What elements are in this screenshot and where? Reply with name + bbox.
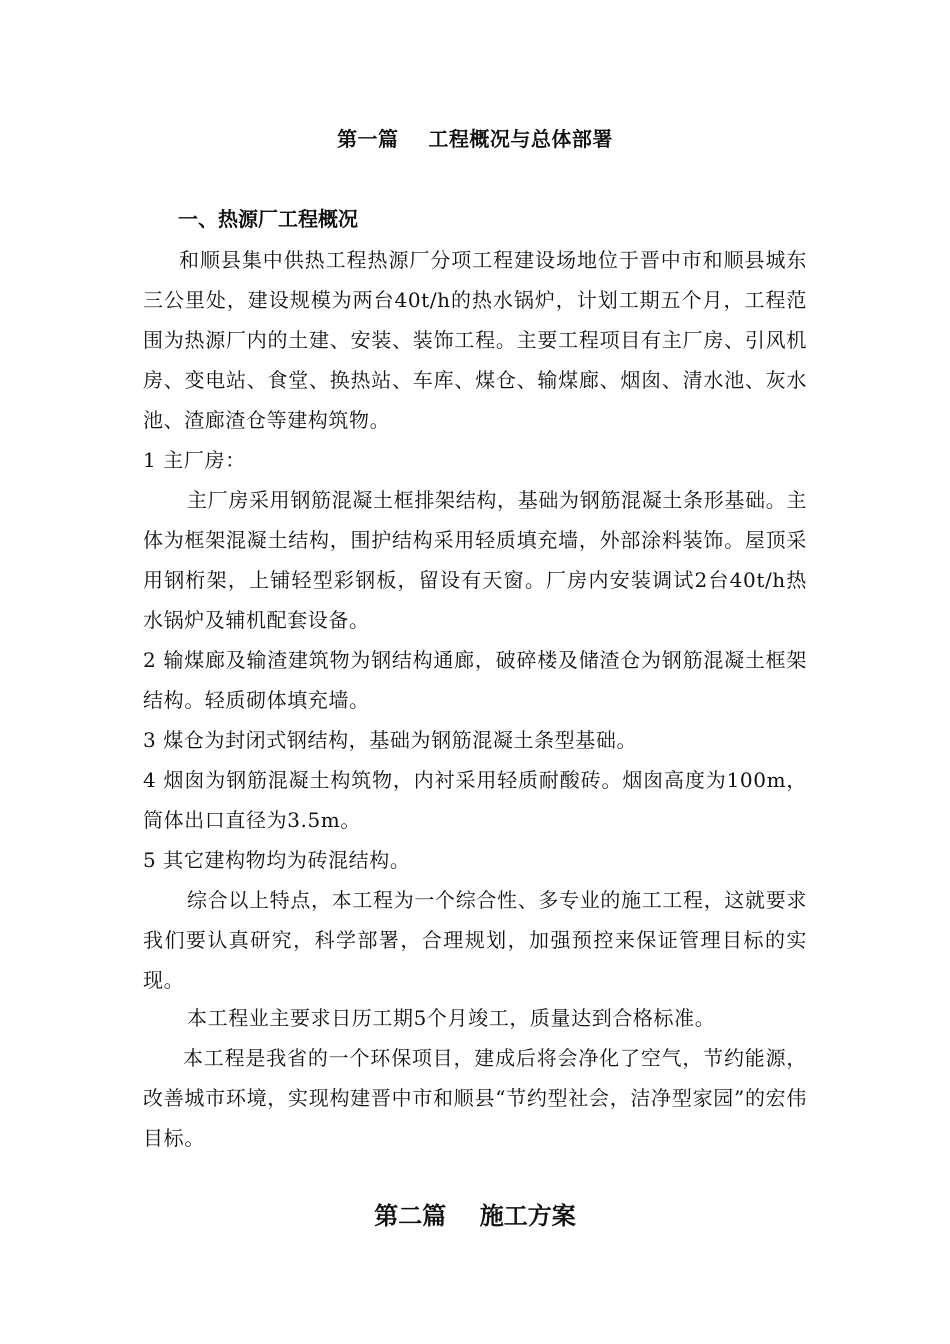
item-4-paragraph: 4 烟囱为钢筋混凝土构筑物，内衬采用轻质耐酸砖。烟囱高度为100m，筒体出口直径为3.5m。 (143, 768, 807, 832)
summary-paragraph: 综合以上特点，本工程为一个综合性、多专业的施工工程，这就要求我们要认真研究，科学部署，合理规划，加强预控来保证管理目标的实现。 (143, 888, 807, 992)
intro-paragraph: 和顺县集中供热工程热源厂分项工程建设场地位于晋中市和顺县城东三公里处，建设规模为两台40t/h的热水锅炉，计划工期五个月，工程范围为热源厂内的土建、安装、装饰工程。主要工程项目有主厂房、引风机房、变电站、食堂、换热站、车库、煤仓、输煤廊、烟囱、清水池、灰水池、渣廊渣仓等建构筑物。 (143, 248, 807, 432)
item-3-paragraph: 3 煤仓为封闭式钢结构，基础为钢筋混凝土条型基础。 (143, 728, 638, 752)
section-heading-heat-source: 一、热源厂工程概况 (178, 207, 358, 231)
part-two-title: 第二篇 施工方案 (374, 1201, 576, 1230)
item-1-heading: 1 主厂房： (143, 448, 246, 472)
part-one-title: 第一篇 工程概况与总体部署 (337, 127, 613, 151)
item-5-paragraph: 5 其它建构物均为砖混结构。 (143, 848, 411, 872)
environment-paragraph: 本工程是我省的一个环保项目，建成后将会净化了空气，节约能源，改善城市环境，实现构建晋中市和顺县“节约型社会，洁净型家园”的宏伟目标。 (143, 1046, 807, 1150)
item-2-paragraph: 2 输煤廊及输渣建筑物为钢结构通廊，破碎楼及储渣仓为钢筋混凝土框架结构。轻质砌体填充墙。 (143, 648, 807, 712)
requirement-paragraph: 本工程业主要求日历工期5个月竣工，质量达到合格标准。 (187, 1006, 716, 1030)
item-1-paragraph: 主厂房采用钢筋混凝土框排架结构，基础为钢筋混凝土条形基础。主体为框架混凝土结构，围护结构采用轻质填充墙，外部涂料装饰。屋顶采用钢桁架，上铺轻型彩钢板，留设有天窗。厂房内安装调试2台40t/h热水锅炉及辅机配套设备。 (143, 488, 807, 632)
